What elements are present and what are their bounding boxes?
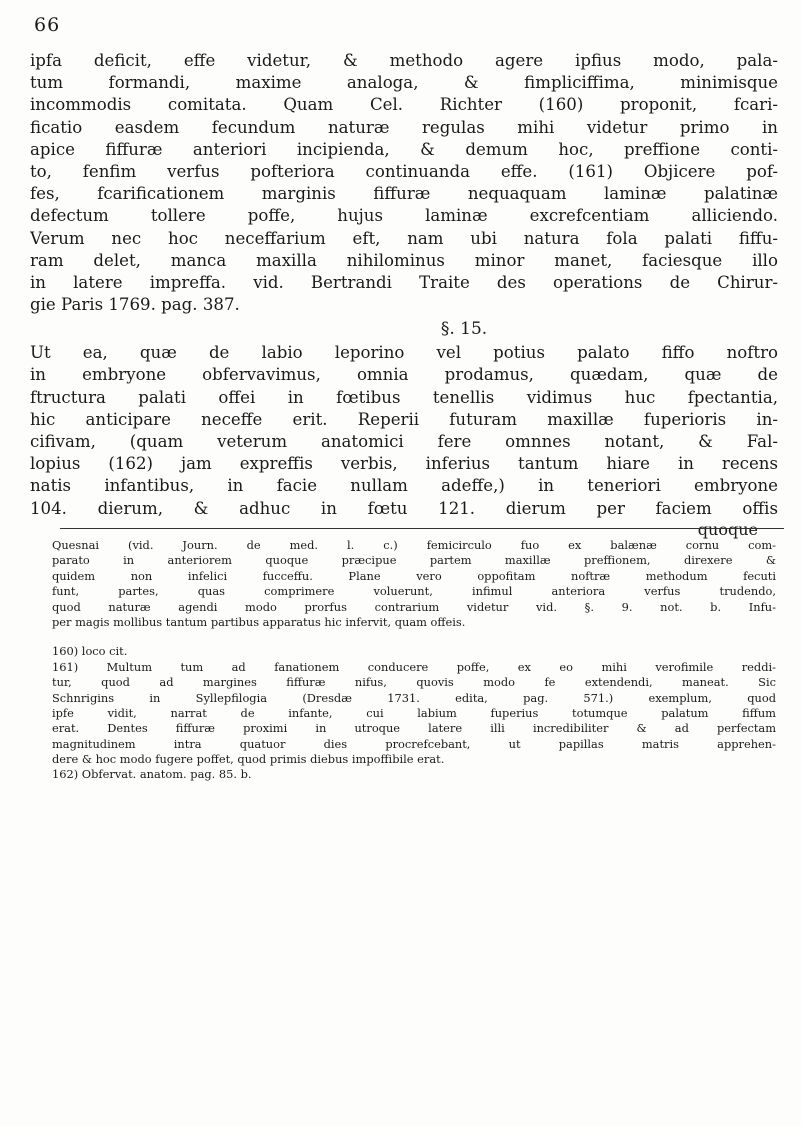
text-line: 104. dierum, & adhuc in fœtu 121. dierum per faciem offis	[30, 498, 778, 518]
text-line: natis infantibus, in facie nullam adeffe,) in teneriori embryone	[30, 476, 778, 496]
catchword: quoque	[697, 519, 758, 539]
text-line: in embryone obfervavimus, omnia prodamus, quædam, quæ de	[30, 365, 778, 385]
footnote-162: 162) Obfervat. anatom. pag. 85. b.	[52, 767, 252, 782]
text-line: lopius (162) jam expreffis verbis, inferius tantum hiare in recens	[30, 454, 778, 474]
text-line: gie Paris 1769. pag. 387.	[30, 295, 240, 315]
footnote-line: erat. Dentes fiffuræ proximi in utroque latere illi incredibiliter & ad perfectam	[52, 721, 776, 736]
text-line: ipfa deficit, effe videtur, & methodo agere ipfius modo, pala-	[30, 51, 778, 70]
footnote-rule	[60, 528, 784, 529]
section-heading: §. 15.	[440, 319, 488, 340]
page-number: 66	[34, 14, 61, 36]
footnote-line: per magis mollibus tantum partibus apparatus hic infervit, quam offeis.	[52, 614, 466, 629]
footnote-line: magnitudinem intra quatuor dies procrefcebant, ut papillas matris apprehen-	[52, 736, 776, 751]
text-line: in latere impreffa. vid. Bertrandi Traite des operations de Chirur-	[30, 272, 778, 292]
text-line: defectum tollere poffe, hujus laminæ excrefcentiam alliciendo.	[30, 206, 778, 226]
footnotes	[52, 538, 776, 783]
footnote-line: Schnrigins in Syllepfilogia (Dresdæ 1731. edita, pag. 571.) exemplum, quod	[52, 690, 776, 705]
text-line: incommodis comitata. Quam Cel. Richter (160) proponit, fcari-	[30, 95, 778, 115]
footnote-160: 160) loco cit.	[52, 644, 128, 659]
text-line: ram delet, manca maxilla nihilominus minor manet, faciesque illo	[30, 250, 778, 270]
footnote-line: quod naturæ agendi modo prorfus contrarium videtur vid. §. 9. not. b. Infu-	[52, 599, 776, 614]
footnote-line: dere & hoc modo fugere poffet, quod primis diebus impoffibile erat.	[52, 752, 445, 767]
footnote-161: 161) Multum tum ad fanationem conducere poffe, ex eo mihi verofimile reddi-	[52, 659, 776, 674]
footnote-line: quidem non infelici fucceffu. Plane vero oppofitam noftræ methodum fecuti	[52, 568, 776, 583]
footnote-line: tur, quod ad margines fiffuræ nifus, quovis modo fe extendendi, maneat. Sic	[52, 675, 776, 690]
text-line: to, fenfim verfus pofteriora continuanda effe. (161) Objicere pof-	[30, 161, 778, 181]
text-line: Ut ea, quæ de labio leporino vel potius palato fiffo noftro	[30, 343, 778, 363]
footnote-line: ipfe vidit, narrat de infante, cui labium fuperius totumque palatum fiffum	[52, 705, 776, 720]
text-line: tum formandi, maxime analoga, & fimpliciffima, minimisque	[30, 73, 778, 93]
text-line: fes, fcarificationem marginis fiffuræ nequaquam laminæ palatinæ	[30, 184, 778, 204]
footnote-line: funt, partes, quas comprimere voluerunt, infimul anteriora verfus trudendo,	[52, 584, 776, 599]
text-line: Verum nec hoc neceffarium eft, nam ubi natura fola palati fiffu-	[30, 228, 778, 248]
footnote-line: parato in anteriorem quoque præcipue partem maxillæ preffionem, direxere &	[52, 553, 776, 568]
text-line: hic anticipare neceffe erit. Reperii futuram maxillæ fuperioris in-	[30, 409, 778, 429]
text-line: cifivam, (quam veterum anatomici fere omnnes notant, & Fal-	[30, 432, 778, 451]
text-line: ftructura palati offei in fœtibus tenellis vidimus huc fpectantia,	[30, 387, 778, 407]
text-line: apice fiffuræ anteriori incipienda, & demum hoc, preffione conti-	[30, 139, 778, 159]
footnote-line: Quesnai (vid. Journ. de med. l. c.) femicirculo fuo ex balænæ cornu com-	[52, 538, 776, 552]
text-line: ficatio easdem fecundum naturæ regulas mihi videtur primo in	[30, 117, 778, 137]
footnote-spacer	[52, 630, 776, 644]
main-text	[30, 50, 778, 540]
